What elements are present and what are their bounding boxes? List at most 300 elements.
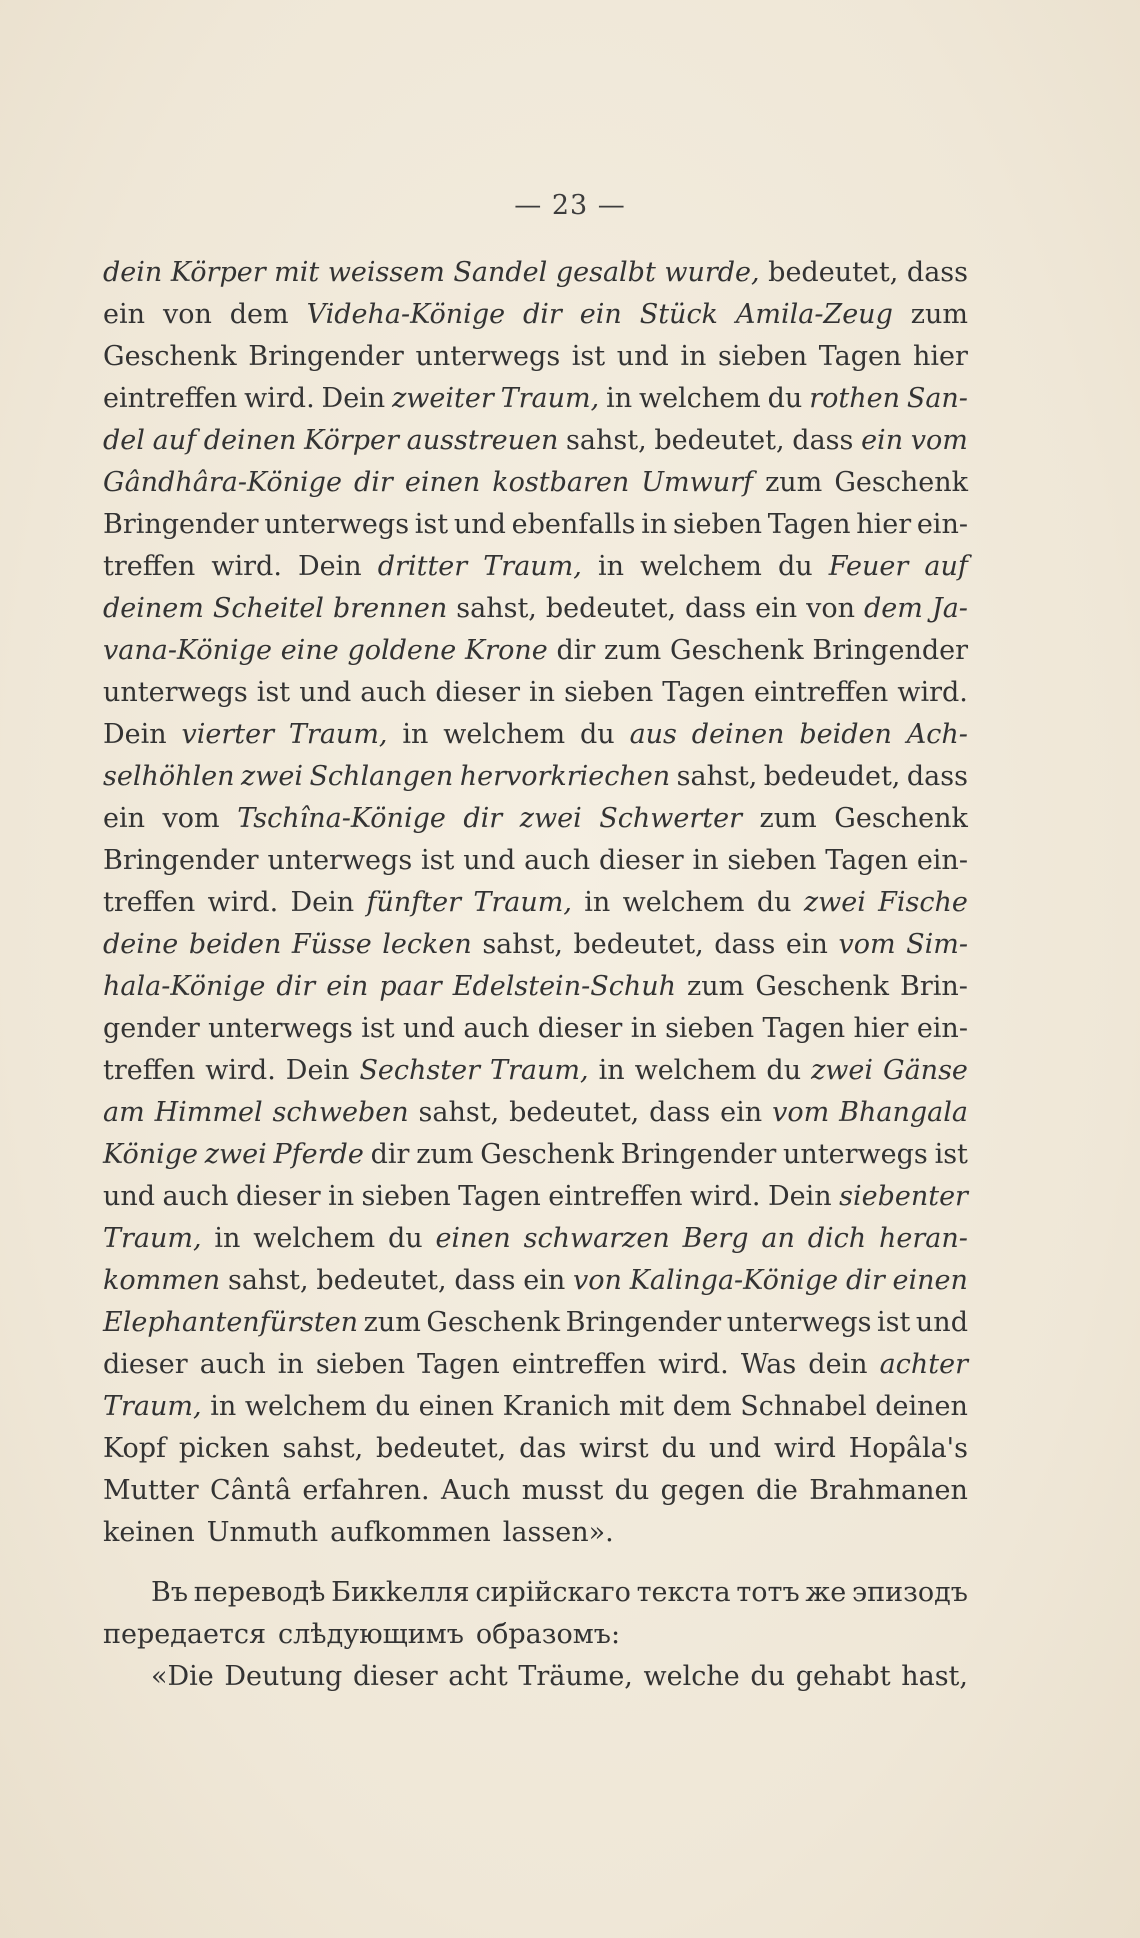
word: deinen <box>875 1391 968 1422</box>
word: in <box>210 1391 237 1422</box>
word: тотъ <box>736 1577 800 1608</box>
word: Amila-Zeug <box>735 299 893 330</box>
word: und <box>616 341 669 372</box>
word: dir <box>370 1139 410 1170</box>
word: mit <box>274 257 320 288</box>
word: sahst, <box>418 1097 500 1128</box>
word: Berg <box>682 1223 749 1254</box>
word: dass <box>649 1097 711 1128</box>
word: du <box>756 887 792 918</box>
word: ein <box>103 803 146 834</box>
word: sahst, <box>566 425 647 456</box>
word: ein <box>755 593 798 624</box>
word: auf <box>152 425 197 456</box>
word: eintreffen <box>548 1181 683 1212</box>
word: du <box>661 1433 697 1464</box>
word: deinen <box>691 719 785 750</box>
word: Was <box>740 1349 797 1380</box>
word: dich <box>807 1223 867 1254</box>
word: Traum, <box>490 1055 589 1086</box>
word: переводѣ <box>193 1577 326 1608</box>
text-line <box>103 546 968 588</box>
word: Körper <box>170 257 266 288</box>
word: dieser <box>352 1661 438 1692</box>
word: wird. <box>897 677 968 708</box>
word: zum <box>363 1307 421 1338</box>
word: Sandel <box>453 257 548 288</box>
word: du <box>750 1661 786 1692</box>
word: rothen <box>809 383 900 414</box>
word: wird. <box>658 1349 729 1380</box>
word: brennen <box>332 593 448 624</box>
word: siebenter <box>839 1181 968 1212</box>
text-line <box>103 462 968 504</box>
word: Traum, <box>103 1391 202 1422</box>
word: eintreffen <box>754 677 889 708</box>
word: Tagen <box>458 1181 541 1212</box>
word: dir <box>353 467 393 498</box>
word: ein <box>523 1265 566 1296</box>
word: Traum, <box>103 1223 202 1254</box>
word: in <box>277 1349 304 1380</box>
word: einen <box>892 1265 968 1296</box>
word: Ach- <box>906 719 968 750</box>
word: wird. <box>244 383 315 414</box>
word: in <box>692 845 719 876</box>
word: dass <box>714 929 776 960</box>
word: dir <box>845 1265 885 1296</box>
word: bedeudet, <box>763 761 901 792</box>
word: gegen <box>660 1475 745 1506</box>
word: dem <box>229 299 289 330</box>
word: welchem <box>638 383 761 414</box>
word: und <box>402 1013 456 1044</box>
text-line <box>103 336 968 378</box>
word: deine <box>103 929 179 960</box>
word: Mutter <box>103 1475 199 1506</box>
word: Bringender <box>103 509 259 540</box>
word: und <box>299 677 352 708</box>
word: dieser <box>435 677 520 708</box>
word: zum <box>910 299 968 330</box>
word: Elephantenfürsten <box>103 1307 359 1338</box>
word: Schlangen <box>309 761 454 792</box>
word: слѣдующимъ <box>278 1619 464 1650</box>
word: kostbaren <box>492 467 630 498</box>
word: sahst, <box>227 1265 309 1296</box>
word: Въ <box>151 1577 189 1608</box>
word: paar <box>379 971 442 1002</box>
word: sahst, <box>482 929 563 960</box>
word: eintreffen <box>103 383 238 414</box>
word: unterwegs <box>208 1013 353 1044</box>
word: und <box>453 509 506 540</box>
word: welchem <box>634 1055 757 1086</box>
word: Bhangala <box>839 1097 968 1128</box>
word: dass <box>792 425 854 456</box>
word: von <box>573 1265 622 1296</box>
word: in <box>597 551 624 582</box>
word: treffen <box>103 551 196 582</box>
word: welchem <box>244 1391 367 1422</box>
word: selhöhlen <box>103 761 235 792</box>
word: ebenfalls <box>511 509 636 540</box>
word: unterwegs <box>726 1307 872 1338</box>
text-line <box>103 1092 968 1134</box>
word: wird. <box>207 887 279 918</box>
word: Dein <box>767 1181 832 1212</box>
word: auch <box>463 1013 530 1044</box>
word: Körper <box>304 425 399 456</box>
word: welchem <box>253 1223 376 1254</box>
word: передается <box>103 1619 267 1650</box>
word: du <box>767 383 803 414</box>
word: zwei <box>811 1055 874 1086</box>
word: schwarzen <box>523 1223 670 1254</box>
word: dir <box>556 635 596 666</box>
word: zweiter <box>392 383 494 414</box>
word: dass <box>906 257 968 288</box>
word: sahst, <box>456 593 537 624</box>
word: vierter <box>181 719 275 750</box>
word: an <box>761 1223 795 1254</box>
word: dieser <box>103 1349 188 1380</box>
word: von <box>806 593 856 624</box>
word: Tagen <box>825 845 908 876</box>
word: Könige <box>103 1139 198 1170</box>
word: in <box>598 1055 625 1086</box>
word: Träume, <box>518 1661 633 1692</box>
word: auch <box>162 1181 229 1212</box>
word: zwei <box>519 803 582 834</box>
text-line <box>103 420 968 462</box>
word: welchem <box>640 551 762 582</box>
word: ein <box>785 929 828 960</box>
text-line <box>103 882 968 924</box>
text-line <box>103 1656 968 1698</box>
text-line <box>103 798 968 840</box>
word: bedeutet, <box>376 1433 507 1464</box>
word: del <box>103 425 145 456</box>
word: ein <box>579 299 622 330</box>
word: kommen <box>103 1265 221 1296</box>
text-line <box>103 1470 968 1512</box>
text-line <box>103 630 968 672</box>
word: Gândhâra-Könige <box>103 467 342 498</box>
word: vom <box>162 803 220 834</box>
word: Tagen <box>417 1349 500 1380</box>
word: Fische <box>878 887 968 918</box>
word: lassen». <box>502 1517 614 1548</box>
word: Traum, <box>288 719 388 750</box>
word: ist <box>256 677 291 708</box>
word: Traum, <box>483 551 582 582</box>
text-line <box>103 1050 968 1092</box>
word: Deutung <box>224 1661 343 1692</box>
word: dein <box>808 1349 868 1380</box>
word: Geschenk <box>426 1307 561 1338</box>
word: Bringender <box>812 635 968 666</box>
word: Traum, <box>473 887 572 918</box>
word: dritter <box>377 551 468 582</box>
word: hast, <box>901 1661 968 1692</box>
word: dieser <box>235 1181 321 1212</box>
word: ist <box>934 1139 968 1170</box>
word: die <box>755 1475 798 1506</box>
word: Dein <box>321 383 386 414</box>
word: Unmuth <box>206 1517 319 1548</box>
word: Tagen <box>762 1013 846 1044</box>
word: gender <box>103 1013 200 1044</box>
text-line <box>103 252 968 294</box>
text-line <box>103 756 968 798</box>
word: Videha-Könige <box>306 299 506 330</box>
word: zum <box>765 467 823 498</box>
word: Geschenk <box>103 341 237 372</box>
word: Bringender <box>248 341 404 372</box>
word: sieben <box>315 1349 406 1380</box>
word: wird. <box>211 551 282 582</box>
word: hier <box>853 1013 909 1044</box>
word: Tschîna-Könige <box>237 803 446 834</box>
word: und <box>915 1307 968 1338</box>
word: auch <box>360 677 427 708</box>
text-line <box>103 294 968 336</box>
word: hala-Könige <box>103 971 266 1002</box>
word: Geschenk <box>670 635 804 666</box>
text-line <box>103 1218 968 1260</box>
word: hervorkriechen <box>459 761 671 792</box>
text-line <box>103 1344 968 1386</box>
word: ist <box>421 845 455 876</box>
word: du <box>387 1223 423 1254</box>
word: ist <box>414 509 449 540</box>
word: ein- <box>916 509 968 540</box>
word: ist <box>877 1307 911 1338</box>
word: in <box>584 887 611 918</box>
word: Himmel <box>154 1097 263 1128</box>
word: unterwegs <box>264 509 410 540</box>
word: lecken <box>382 929 472 960</box>
word: Cântâ <box>209 1475 292 1506</box>
word: ist <box>571 341 606 372</box>
word: mit <box>618 1391 665 1422</box>
word: ein- <box>916 1013 968 1044</box>
word: auch <box>524 845 591 876</box>
word: zum <box>759 803 817 834</box>
word: Sim- <box>906 929 968 960</box>
word: же <box>805 1577 847 1608</box>
word: Sechster <box>359 1055 481 1086</box>
word: welchem <box>622 887 745 918</box>
text-line <box>103 966 968 1008</box>
word: sieben <box>564 677 654 708</box>
word: bedeutet, <box>316 1265 447 1296</box>
word: in <box>529 677 556 708</box>
text-line <box>103 1512 968 1554</box>
word: Ja- <box>931 593 968 624</box>
word: aufkommen <box>330 1517 491 1548</box>
word: San- <box>906 383 968 414</box>
word: treffen <box>103 1055 196 1086</box>
word: Kranich <box>502 1391 611 1422</box>
word: Umwurf <box>641 467 754 498</box>
word: sieben <box>665 1013 755 1044</box>
word: Schnabel <box>740 1391 867 1422</box>
word: hier <box>856 509 912 540</box>
word: Geschenk <box>480 1139 614 1170</box>
word: auf <box>924 551 968 582</box>
word: sieben <box>361 1181 451 1212</box>
word: du <box>766 1055 802 1086</box>
word: du <box>614 1475 650 1506</box>
text-line <box>103 1176 968 1218</box>
text-line <box>103 714 968 756</box>
text-line <box>103 1134 968 1176</box>
word: und <box>709 1433 762 1464</box>
word: und <box>463 845 516 876</box>
word: сирійскаго <box>475 1577 631 1608</box>
word: welche <box>643 1661 740 1692</box>
word: dir <box>523 299 562 330</box>
word: weissem <box>327 257 445 288</box>
word: Hopâla's <box>848 1433 968 1464</box>
word: hier <box>912 341 968 372</box>
word: Dein <box>298 551 362 582</box>
word: deinem <box>103 593 204 624</box>
word: bedeutet, <box>654 425 785 456</box>
word: wird. <box>205 1055 276 1086</box>
word: bedeutet, <box>545 593 677 624</box>
word: ausstreuen <box>406 425 559 456</box>
word: wird. <box>690 1181 761 1212</box>
word: dieser <box>537 1013 623 1044</box>
word: welchem <box>443 719 566 750</box>
word: dass <box>454 1265 516 1296</box>
word: von <box>162 299 212 330</box>
word: und <box>103 1181 156 1212</box>
word: achter <box>879 1349 968 1380</box>
word: in <box>402 719 429 750</box>
word: wird <box>773 1433 836 1464</box>
word: bedeutet, <box>573 929 704 960</box>
word: in <box>680 341 707 372</box>
word: Geschenk <box>834 467 968 498</box>
word: ein- <box>916 845 968 876</box>
word: dem <box>672 1391 732 1422</box>
word: vana-Könige <box>103 635 272 666</box>
word: Brahmanen <box>809 1475 968 1506</box>
word: Dein <box>103 719 167 750</box>
word: beiden <box>799 719 892 750</box>
word: dir <box>463 803 503 834</box>
word: Bringender <box>565 1307 722 1338</box>
text-line <box>103 588 968 630</box>
word: keinen <box>103 1517 195 1548</box>
text-line <box>103 924 968 966</box>
page-number: — 23 — <box>514 190 626 221</box>
word: Geschenk <box>755 971 889 1002</box>
word: sieben <box>727 845 817 876</box>
word: Kopf <box>103 1433 166 1464</box>
text-line <box>103 672 968 714</box>
text-line <box>103 504 968 546</box>
text-line <box>103 1572 968 1614</box>
word: zwei <box>803 887 866 918</box>
word: vom <box>838 929 896 960</box>
word: bedeutet, <box>509 1097 640 1128</box>
word: unterwegs <box>103 677 248 708</box>
text-line <box>103 1386 968 1428</box>
word: vom <box>910 425 968 456</box>
text-line <box>103 378 968 420</box>
word: sahst, <box>676 761 758 792</box>
word: dieser <box>598 845 684 876</box>
word: sieben <box>718 341 808 372</box>
word: ein <box>326 971 369 1002</box>
word: fünfter <box>366 887 462 918</box>
word: wirst <box>579 1433 649 1464</box>
word: picken <box>178 1433 270 1464</box>
word: Brin- <box>900 971 968 1002</box>
word: heran- <box>879 1223 968 1254</box>
word: «Die <box>151 1661 214 1692</box>
word: einen <box>404 467 481 498</box>
word: Auch <box>440 1475 511 1506</box>
word: ein <box>720 1097 763 1128</box>
word: dass <box>685 593 747 624</box>
word: Edelstein-Schuh <box>452 971 676 1002</box>
word: Kalinga-Könige <box>629 1265 839 1296</box>
text-line <box>103 1302 968 1344</box>
word: gehabt <box>795 1661 891 1692</box>
word: Scheitel <box>212 593 324 624</box>
word: zwei <box>204 1139 267 1170</box>
word: Бикkелля <box>331 1577 470 1608</box>
word: treffen <box>103 887 196 918</box>
word: einen <box>435 1223 511 1254</box>
word: einen <box>418 1391 495 1422</box>
word: Pferde <box>273 1139 364 1170</box>
word: Tagen <box>818 341 902 372</box>
word: zwei <box>241 761 303 792</box>
word: dein <box>103 257 163 288</box>
word: dass <box>906 761 968 792</box>
word: Dein <box>285 1055 350 1086</box>
word: goldene <box>347 635 457 666</box>
word: beiden <box>188 929 282 960</box>
body-text <box>103 252 968 1698</box>
word: Gänse <box>883 1055 968 1086</box>
word: am <box>103 1097 145 1128</box>
word: Traum, <box>500 383 600 414</box>
word: musst <box>521 1475 604 1506</box>
word: bedeutet, <box>768 257 899 288</box>
word: zum <box>604 635 662 666</box>
word: du <box>375 1391 411 1422</box>
text-line <box>103 840 968 882</box>
word: Stück <box>639 299 718 330</box>
word: sahst, <box>282 1433 364 1464</box>
word: Bringender <box>620 1139 777 1170</box>
word: in <box>214 1223 241 1254</box>
word: Bringender <box>103 845 259 876</box>
word: in <box>606 383 633 414</box>
word: in <box>641 509 668 540</box>
word: unterwegs <box>415 341 561 372</box>
word: эпизодъ <box>852 1577 968 1608</box>
word: dem <box>864 593 923 624</box>
